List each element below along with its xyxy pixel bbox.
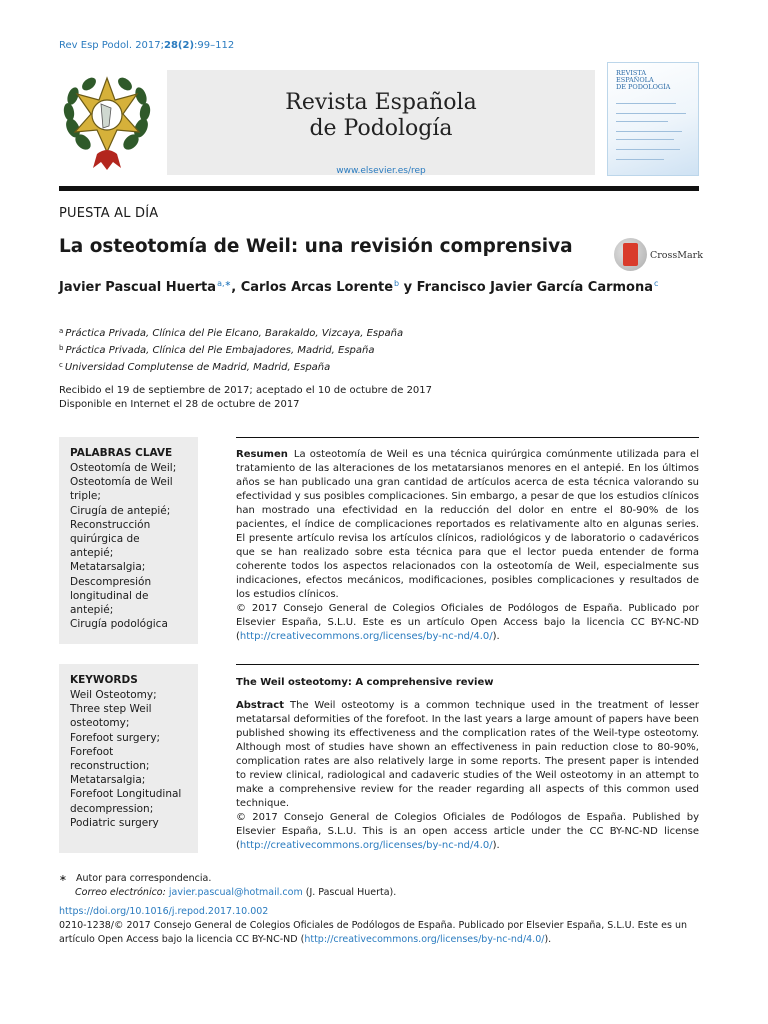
keyword-item: longitudinal de	[70, 589, 149, 602]
license-link[interactable]: http://creativecommons.org/licenses/by-nc-nd/4.0/	[239, 631, 493, 642]
available-date: Disponible en Internet el 28 de octubre de 2017	[59, 399, 300, 410]
keyword-item: decompression;	[70, 802, 154, 815]
affiliation-item: $^c$ Universidad Complutense de Madrid, Madrid, España	[59, 361, 331, 373]
keyword-item: antepié;	[70, 547, 114, 560]
author-name[interactable]: Carlos Arcas Lorente	[240, 280, 394, 295]
journal-url-link[interactable]: www.elsevier.es/rep	[336, 166, 426, 176]
crossmark-label: CrossMark	[650, 250, 703, 261]
abstract-es-text: Resumen La osteotomía de Weil es una técnica quirúrgica comúnmente utilizada para el tratamiento de las alteraciones de los metatarsianos menores en el antepié. En los últimos años se han publicado una gran cantidad de artículos acerca de esta técnica valorando su efectividad y sus posibles complicaciones. Sin embargo, a pesar de que los estudios clínicos han mostrado una efectividad en la reducción del dolor en entre el 80-90% de los pacientes, el índice de complicaciones reportados es relativamente alto en algunas series. El presente artículo revisa los artículos clínicos, radiológicos y de laboratorio o cadavéricos que se han realizado sobre esta técnica para que el lector pueda entender de forma coherente todos los aspectos relacionados con la osteotomía de Weil, especialmente sus indicaciones, efectos mecánicos, modificaciones, posibles complicaciones y resultados de los estudios clínicos.	[236, 449, 699, 600]
affiliation-list	[59, 324, 403, 375]
keywords-es-box	[59, 437, 198, 644]
correspondence-footnote: ∗ Autor para correspondencia. Correo electrónico: javier.pascual@hotmail.com (J. Pascual Huerta).	[59, 873, 397, 898]
keyword-item: Weil Osteotomy;	[70, 689, 157, 701]
keyword-item: Osteotomía de Weil;	[70, 462, 177, 474]
keywords-es-heading: PALABRAS CLAVE	[70, 447, 173, 459]
doi-link[interactable]: https://doi.org/10.1016/j.repod.2017.10.002	[59, 906, 269, 917]
abstract-en-title: The Weil osteotomy: A comprehensive review	[236, 677, 494, 688]
affiliation-item: $^a$ Práctica Privada, Clínica del Pie Elcano, Barakaldo, Vizcaya, España	[59, 327, 404, 339]
keyword-item: Metatarsalgia;	[70, 774, 146, 787]
keyword-item: osteotomy;	[70, 717, 130, 730]
keyword-item: triple;	[70, 490, 101, 503]
keywords-en-box	[59, 664, 198, 853]
keyword-item: Metatarsalgia;	[70, 561, 146, 574]
keyword-item: Forefoot	[70, 745, 114, 758]
keyword-item: Podiatric surgery	[70, 816, 159, 829]
journal-cover-thumbnail	[607, 62, 699, 176]
abstract-es-copyright: © 2017 Consejo General de Colegios Oficiales de Podólogos de España. Publicado por Elsevier España, S.L.U. Este es un artículo Open Access bajo la licencia CC BY-NC-ND (http://creativecommons.org/licenses/by-nc-nd/4.0/).	[236, 603, 699, 642]
society-crest-icon	[59, 70, 155, 174]
keyword-item: Three step Weil	[70, 703, 152, 716]
author-affiliation-mark[interactable]: a,∗	[217, 279, 232, 288]
license-link[interactable]: http://creativecommons.org/licenses/by-nc-nd/4.0/	[239, 840, 493, 851]
article-title: La osteotomía de Weil: una revisión comprensiva	[59, 236, 573, 257]
header-divider	[59, 186, 699, 191]
article-section: PUESTA AL DÍA	[59, 206, 159, 221]
keyword-item: reconstruction;	[70, 760, 150, 773]
cover-title: REVISTA ESPAÑOLA DE PODOLOGÍA	[616, 69, 671, 91]
abstract-en-text: Abstract The Weil osteotomy is a common technique used in the treatment of lesser metatarsal deformities of the forefoot. In the last years a large amount of papers have been published showing its effectiveness and the complication rates of the Weil-type osteotomy. Although most of studies have shown an effectiveness in pain reduction close to 80-90%, complication rates are also relatively large in some reports. The present paper is intended to review clinical, radiological and cadaveric studies of the Weil osteotomy in an attempt to make a comprehensive review for the reader regarding all aspects of this common used technique.	[236, 700, 699, 809]
email-link[interactable]: javier.pascual@hotmail.com	[168, 887, 303, 898]
crossmark-button[interactable]	[614, 238, 702, 272]
journal-title-band	[167, 70, 595, 175]
abstract-en	[236, 664, 699, 853]
footnote-mark: ∗	[59, 873, 67, 884]
keyword-item: Forefoot Longitudinal	[70, 788, 182, 801]
article-history	[59, 384, 432, 412]
abstract-en-label: Abstract	[236, 700, 285, 711]
masthead	[59, 62, 699, 178]
keyword-item: quirúrgica de	[70, 533, 140, 546]
affiliation-item: $^b$ Práctica Privada, Clínica del Pie Embajadores, Madrid, España	[59, 344, 375, 356]
keyword-item: Forefoot surgery;	[70, 731, 161, 744]
keyword-item: Cirugía podológica	[70, 618, 168, 631]
abstract-en-copyright: © 2017 Consejo General de Colegios Oficiales de Podólogos de España. Published by Elsevier España, S.L.U. This is an open access article under the CC BY-NC-ND license (http://creativecommons.org/licenses/by-nc-nd/4.0/).	[236, 812, 699, 851]
keyword-item: Cirugía de antepié;	[70, 504, 171, 517]
author-name[interactable]: Javier Pascual Huerta	[59, 280, 217, 295]
keyword-item: Descompresión	[70, 575, 152, 588]
keyword-item: Osteotomía de Weil	[70, 476, 173, 489]
received-date: Recibido el 19 de septiembre de 2017; aceptado el 10 de octubre de 2017	[59, 385, 433, 396]
author-name[interactable]: Francisco Javier García Carmona	[416, 280, 654, 295]
journal-citation[interactable]: Rev Esp Podol. 2017;28(2):99–112	[59, 40, 235, 51]
author-affiliation-mark[interactable]: c	[654, 279, 659, 288]
license-footer: 0210-1238/© 2017 Consejo General de Colegios Oficiales de Podólogos de España. Publicado por Elsevier España, S.L.U. Este es un artículo Open Access bajo la licencia CC BY-NC-ND (http://creativecommons.org/licenses/by-nc-nd/4.0/).	[59, 920, 688, 945]
keyword-item: Reconstrucción	[70, 518, 151, 531]
author-affiliation-mark[interactable]: b	[394, 279, 400, 288]
abstract-es-label: Resumen	[236, 449, 288, 460]
author-list: Javier Pascual Huerta$^{a,∗}$, Carlos Arcas Lorente$^b$ y Francisco Javier García Carmona$^c$	[59, 279, 659, 295]
abstract-es	[236, 437, 699, 644]
license-link[interactable]: http://creativecommons.org/licenses/by-nc-nd/4.0/	[304, 934, 545, 945]
bookmark-icon	[623, 243, 638, 266]
journal-name: Revista Española de Podología	[285, 90, 477, 141]
keyword-item: antepié;	[70, 604, 114, 617]
keywords-en-heading: KEYWORDS	[70, 674, 138, 686]
